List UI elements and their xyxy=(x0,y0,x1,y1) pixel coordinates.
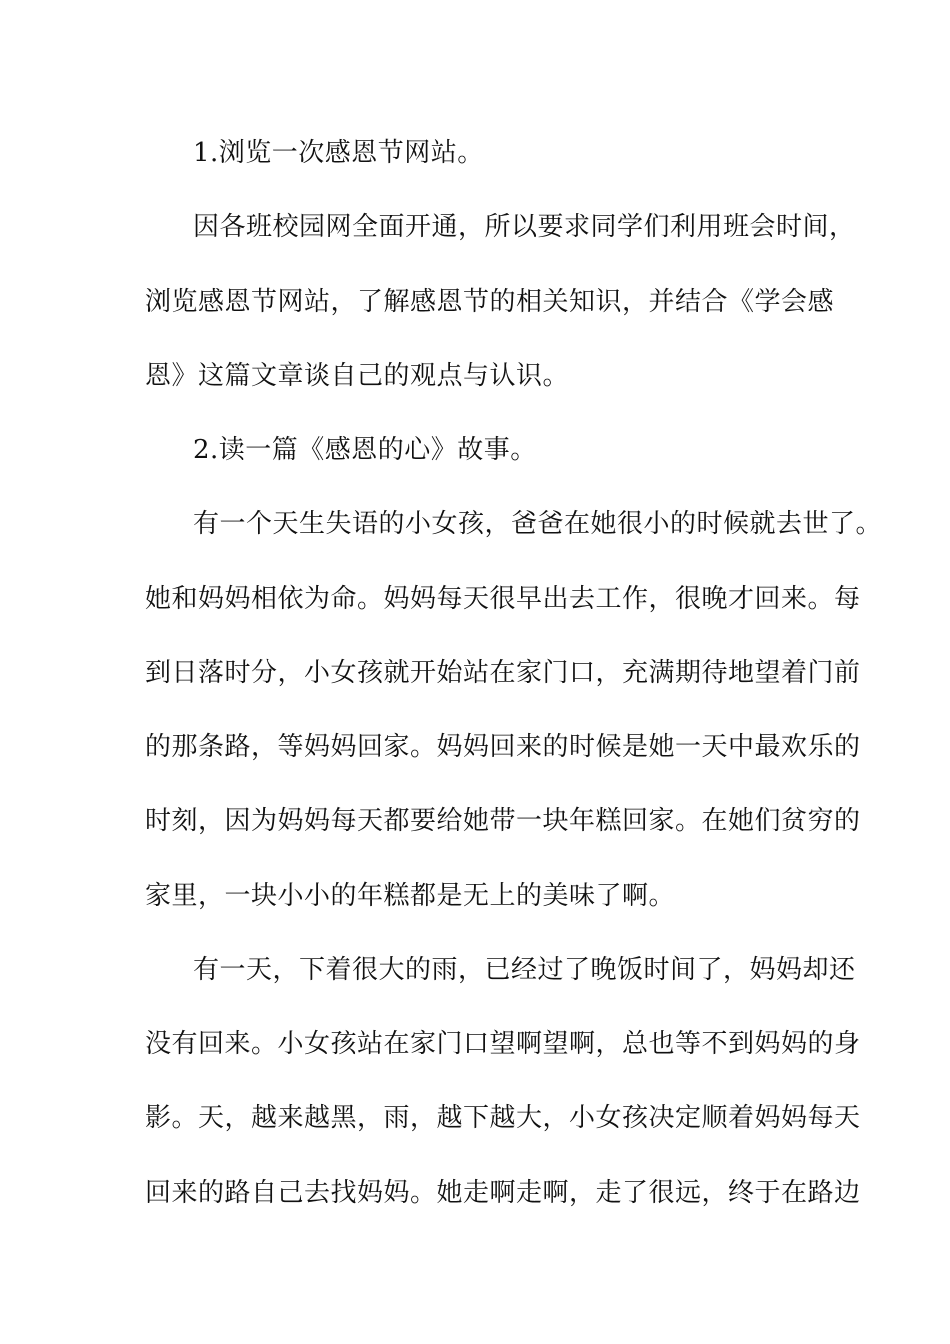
paragraph-3-line-4: 回来的路自己去找妈妈。她走啊走啊，走了很远，终于在路边 xyxy=(145,1178,861,1208)
paragraph-3-line-1: 有一天，下着很大的雨，已经过了晚饭时间了，妈妈却还 xyxy=(193,955,856,985)
paragraph-2-line-6: 家里，一块小小的年糕都是无上的美味了啊。 xyxy=(145,881,676,911)
paragraph-3-line-3: 影。天，越来越黑，雨，越下越大，小女孩决定顺着妈妈每天 xyxy=(145,1103,861,1133)
paragraph-2-line-2: 她和妈妈相依为命。妈妈每天很早出去工作，很晚才回来。每 xyxy=(145,584,861,614)
paragraph-1-line-3: 恩》这篇文章谈自己的观点与认识。 xyxy=(145,361,570,391)
paragraph-2-line-4: 的那条路，等妈妈回家。妈妈回来的时候是她一天中最欢乐的 xyxy=(145,732,861,762)
paragraph-1-line-1: 因各班校园网全面开通，所以要求同学们利用班会时间， xyxy=(193,212,856,242)
item-2-heading: 2.读一篇《感恩的心》故事。 xyxy=(193,435,537,465)
paragraph-2-line-1: 有一个天生失语的小女孩，爸爸在她很小的时候就去世了。 xyxy=(193,509,883,539)
paragraph-1-line-2: 浏览感恩节网站，了解感恩节的相关知识，并结合《学会感 xyxy=(145,287,835,317)
paragraph-3-line-2: 没有回来。小女孩站在家门口望啊望啊，总也等不到妈妈的身 xyxy=(145,1029,861,1059)
paragraph-2-line-3: 到日落时分，小女孩就开始站在家门口，充满期待地望着门前 xyxy=(145,658,861,688)
paragraph-2-line-5: 时刻，因为妈妈每天都要给她带一块年糕回家。在她们贫穷的 xyxy=(145,806,861,836)
item-1-heading: 1.浏览一次感恩节网站。 xyxy=(193,138,484,168)
